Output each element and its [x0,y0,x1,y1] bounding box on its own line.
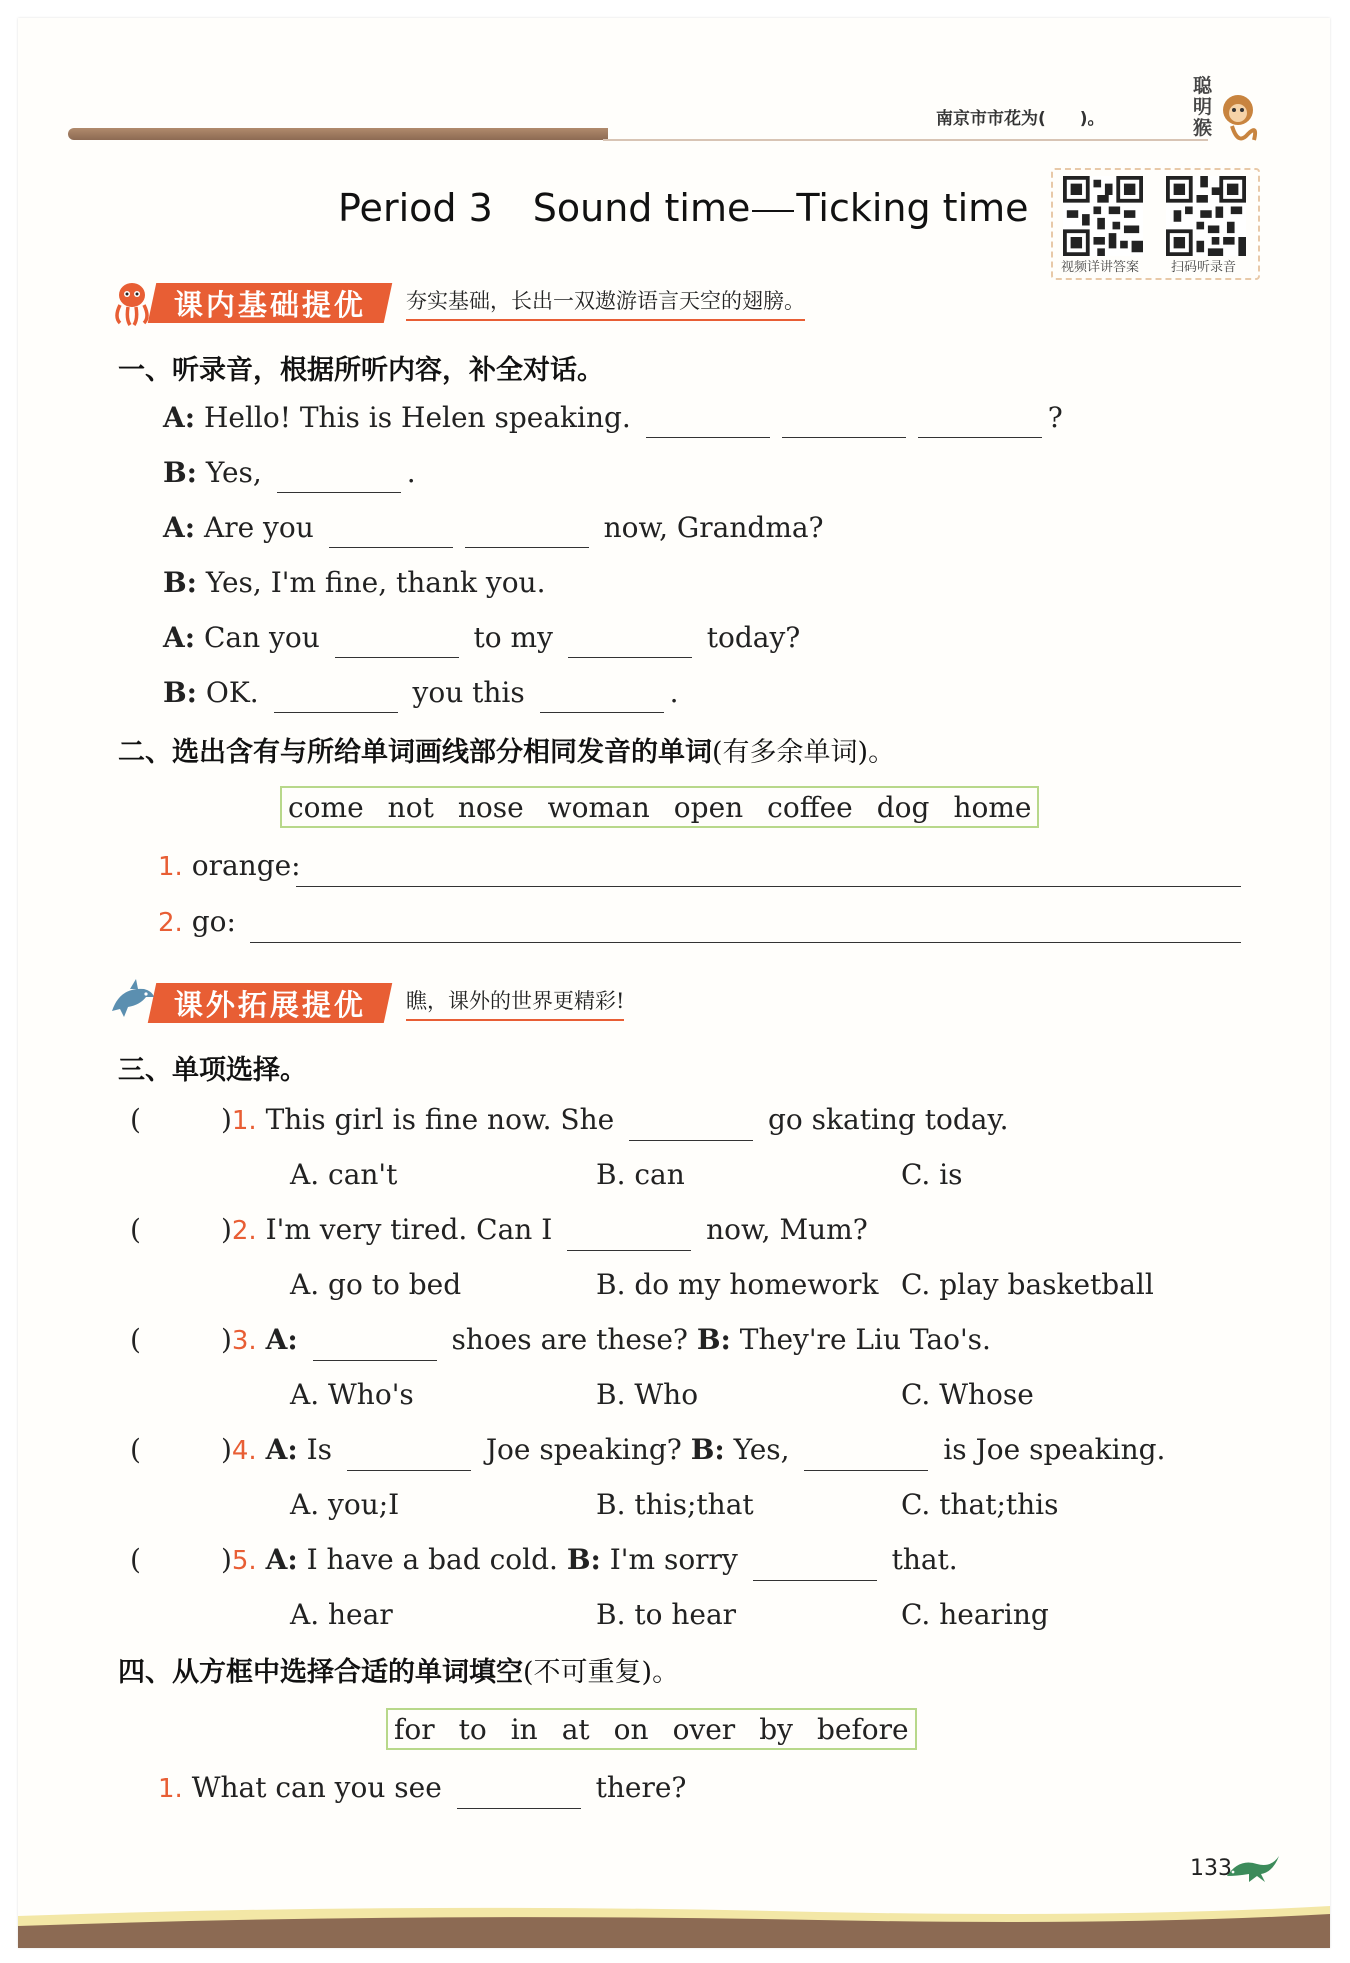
q1-blank[interactable] [918,407,1042,438]
dolphin-icon [106,977,158,1029]
q2-word-box [280,786,1039,828]
q3-blank[interactable] [313,1330,437,1361]
title-part1: Sound time [532,186,751,230]
page-number: 133 [1190,1856,1232,1881]
q3-blank[interactable] [804,1440,928,1471]
word-option: before [816,1712,909,1746]
qr-codes [1051,168,1260,280]
word-option: at [561,1712,590,1746]
q3-heading: 三、单项选择。 [118,1055,307,1086]
title-period: Period 3 [338,186,493,230]
q3-item-4: ( )4. A: Is Joe speaking? B: Yes, is Joe speaking. [130,1430,1165,1470]
section-banner-extension [106,980,624,1026]
title-part2: Ticking time [796,186,1029,230]
word-option: on [613,1712,649,1746]
q2-answer-line-1[interactable] [296,886,1241,887]
q3-1-option-c[interactable]: C. is [901,1158,963,1191]
word-option: to [458,1712,487,1746]
word-option: open [673,790,744,824]
q1-line-4: B: Yes, I'm fine, thank you. [163,566,546,599]
q3-3-option-c[interactable]: C. Whose [901,1378,1034,1411]
q3-item-5: ( )5. A: I have a bad cold. B: I'm sorry that. [130,1540,958,1580]
q1-line-5: A: Can you to my today? [163,618,800,658]
q1-blank[interactable] [646,407,770,438]
q2-answer-line-2[interactable] [250,942,1241,943]
q3-4-option-a[interactable]: A. you;I [290,1488,400,1521]
lizard-icon [1223,1846,1283,1886]
q3-item-2: ( )2. I'm very tired. Can I now, Mum? [130,1210,868,1250]
word-option: home [953,790,1032,824]
q3-item-3: ( )3. A: shoes are these? B: They're Liu Tao's. [130,1320,991,1360]
word-option: for [394,1712,435,1746]
q1-heading: 一、听录音，根据所听内容，补全对话。 [118,355,604,386]
monkey-icon [1214,90,1264,146]
qr-code-audio-icon[interactable] [1166,176,1246,256]
q3-4-option-c[interactable]: C. that;this [901,1488,1059,1521]
q3-blank[interactable] [753,1550,877,1581]
section-banner-basic [106,280,805,326]
q3-1-option-b[interactable]: B. can [596,1158,685,1191]
q3-1-option-a[interactable]: A. can't [290,1158,398,1191]
q1-line-6: B: OK. you this . [163,673,679,713]
q4-blank[interactable] [457,1778,581,1809]
q3-5-option-b[interactable]: B. to hear [596,1598,737,1631]
q4-item-1: 1. What can you see there? [158,1768,686,1808]
header-note: 南京市市花为( )。 [936,109,1105,129]
page-title [338,186,1029,230]
bottom-decorative-band [18,1898,1330,1948]
q2-heading: 二、选出含有与所给单词画线部分相同发音的单词(有多余单词)。 [118,737,896,768]
section-tag-extension: 课外拓展提优 [148,983,393,1023]
q3-5-option-c[interactable]: C. hearing [901,1598,1049,1631]
q3-4-option-b[interactable]: B. this;that [596,1488,754,1521]
q1-blank[interactable] [329,517,453,548]
q1-blank[interactable] [568,627,692,658]
q3-5-option-a[interactable]: A. hear [290,1598,393,1631]
q1-line-3: A: Are you now, Grandma? [163,508,824,548]
q3-2-option-b[interactable]: B. do my homework [596,1268,879,1301]
q3-3-option-b[interactable]: B. Who [596,1378,699,1411]
q3-2-option-c[interactable]: C. play basketball [901,1268,1154,1301]
header-bar [68,128,608,140]
q3-blank[interactable] [567,1220,691,1251]
q4-word-box [386,1708,917,1750]
q3-3-option-a[interactable]: A. Who's [290,1378,414,1411]
workbook-page [18,18,1330,1948]
word-option: coffee [767,790,853,824]
word-option: nose [457,790,524,824]
qr-label-audio: 扫码听录音 [1171,260,1237,275]
qr-code-answers-icon[interactable] [1063,176,1143,256]
monkey-logo-text: 聪明猴 [1193,75,1213,139]
octopus-icon [106,277,158,329]
q3-item-1: ( )1. This girl is fine now. She go skating today. [130,1100,1009,1140]
q2-item-2: 2. go: [158,905,236,938]
q1-blank[interactable] [782,407,906,438]
q3-2-option-a[interactable]: A. go to bed [290,1268,462,1301]
q1-blank[interactable] [335,627,459,658]
q1-line-2: B: Yes, . [163,453,416,493]
q4-heading: 四、从方框中选择合适的单词填空(不可重复)。 [118,1657,680,1688]
q2-item-1: 1. orange: [158,849,301,882]
q1-blank[interactable] [465,517,589,548]
word-option: dog [876,790,930,824]
q1-blank[interactable] [274,682,398,713]
q3-blank[interactable] [347,1440,471,1471]
header-rule [603,139,1208,141]
word-option: not [387,790,434,824]
word-option: by [759,1712,793,1746]
q3-blank[interactable] [629,1110,753,1141]
word-option: over [672,1712,736,1746]
section-subtitle-extension: 瞧，课外的世界更精彩! [406,985,624,1021]
word-option: come [288,790,364,824]
q1-line-1: A: Hello! This is Helen speaking. ? [163,398,1063,438]
word-option: woman [547,790,650,824]
section-tag-basic: 课内基础提优 [148,283,393,323]
q1-blank[interactable] [277,462,401,493]
qr-label-answers: 视频详讲答案 [1061,260,1140,275]
word-option: in [510,1712,538,1746]
q1-blank[interactable] [540,682,664,713]
section-subtitle-basic: 夯实基础，长出一双遨游语言天空的翅膀。 [406,285,805,321]
